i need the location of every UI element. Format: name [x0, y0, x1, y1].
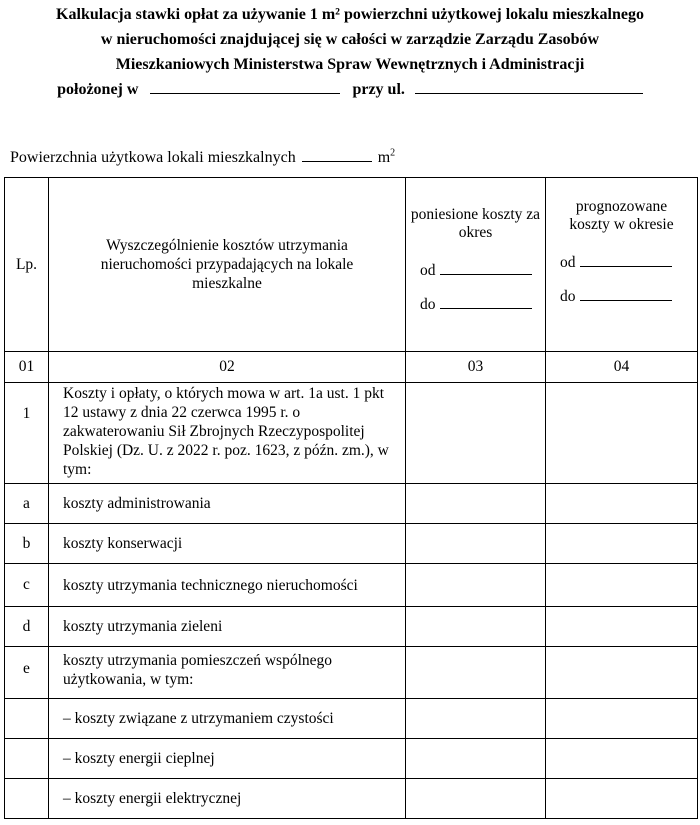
header-row: [5, 178, 698, 352]
incurred-cost-cell[interactable]: [406, 564, 546, 607]
row-lp: d: [5, 607, 49, 647]
title-line-3: Mieszkaniowych Ministerstwa Spraw Wewnętrznych i Administracji: [115, 56, 585, 73]
table-row: [5, 607, 698, 647]
forecast-cost-cell[interactable]: [546, 779, 698, 819]
usable-area-label: Powierzchnia użytkowa lokali mieszkalnych: [10, 149, 296, 166]
row-lp: b: [5, 524, 49, 564]
forecast-to-blank-field[interactable]: [580, 286, 672, 301]
cost-calculation-table: [4, 177, 698, 819]
table-row: [5, 484, 698, 524]
forecast-cost-cell[interactable]: [546, 739, 698, 779]
row-lp: e: [5, 647, 49, 699]
forecast-cost-cell[interactable]: [546, 564, 698, 607]
location-blank-field[interactable]: [150, 79, 340, 94]
row-lp: 1: [5, 383, 49, 484]
row-description: – koszty energii cieplnej: [49, 739, 406, 779]
forecast-to-label: do: [560, 288, 576, 305]
incurred-cost-cell[interactable]: [406, 607, 546, 647]
row-description: koszty utrzymania pomieszczeń wspólnego użytkowania, w tym:: [49, 647, 406, 699]
row-description: – koszty energii elektrycznej: [49, 779, 406, 819]
usable-area-line: [10, 147, 395, 167]
incurred-cost-cell[interactable]: [406, 739, 546, 779]
row-description: koszty administrowania: [49, 484, 406, 524]
title-line-1: Kalkulacja stawki opłat za używanie 1 m² powierzchni użytkowej lokalu mieszkalnego: [56, 6, 644, 23]
incurred-cost-cell[interactable]: [406, 699, 546, 739]
row-description: koszty konserwacji: [49, 524, 406, 564]
street-blank-field[interactable]: [415, 79, 643, 94]
forecast-costs-label: prognozowane koszty w okresie: [569, 198, 674, 233]
incurred-from-line: [410, 260, 541, 280]
incurred-cost-cell[interactable]: [406, 383, 546, 484]
header-lp: Lp.: [5, 178, 49, 352]
location-label: położonej w: [57, 81, 139, 98]
header-description: Wyszczególnienie kosztów utrzymania nieruchomości przypadających na lokale mieszkalne: [49, 178, 406, 352]
row-description: Koszty i opłaty, o których mowa w art. 1a ust. 1 pkt 12 ustawy z dnia 22 czerwca 1995 r. o zakwaterowaniu Sił Zbrojnych Rzeczypospolitej Polskiej (Dz. U. z 2022 r. poz. 1623, z późn. zm.), w tym:: [49, 383, 406, 484]
row-description: koszty utrzymania technicznego nieruchomości: [49, 564, 406, 607]
forecast-cost-cell[interactable]: [546, 484, 698, 524]
row-description: koszty utrzymania zieleni: [49, 607, 406, 647]
table-row: [5, 383, 698, 484]
incurred-cost-cell[interactable]: [406, 779, 546, 819]
forecast-cost-cell[interactable]: [546, 607, 698, 647]
column-number-row: [5, 352, 698, 383]
row-lp: c: [5, 564, 49, 607]
incurred-from-label: od: [420, 262, 436, 279]
table-row: [5, 524, 698, 564]
column-number: 04: [546, 352, 698, 383]
table-row: [5, 647, 698, 699]
title-line-4: [0, 77, 700, 102]
incurred-cost-cell[interactable]: [406, 484, 546, 524]
row-description: – koszty związane z utrzymaniem czystości: [49, 699, 406, 739]
table-row: [5, 739, 698, 779]
row-lp: a: [5, 484, 49, 524]
row-lp: [5, 779, 49, 819]
column-number: 01: [5, 352, 49, 383]
document-title: [0, 2, 700, 102]
forecast-from-blank-field[interactable]: [580, 252, 672, 267]
forecast-cost-cell[interactable]: [546, 524, 698, 564]
incurred-to-label: do: [420, 296, 436, 313]
forecast-from-line: [550, 252, 693, 272]
area-unit-exponent: 2: [390, 147, 396, 159]
table-row: [5, 564, 698, 607]
table-row: [5, 699, 698, 739]
forecast-cost-cell[interactable]: [546, 383, 698, 484]
incurred-cost-cell[interactable]: [406, 647, 546, 699]
header-forecast-costs: [546, 178, 698, 352]
column-number: 03: [406, 352, 546, 383]
row-lp: [5, 699, 49, 739]
usable-area-blank-field[interactable]: [302, 147, 372, 162]
incurred-cost-cell[interactable]: [406, 524, 546, 564]
forecast-from-label: od: [560, 254, 576, 271]
incurred-costs-label: poniesione koszty za okres: [410, 206, 541, 241]
forecast-cost-cell[interactable]: [546, 699, 698, 739]
incurred-to-blank-field[interactable]: [440, 294, 532, 309]
column-number: 02: [49, 352, 406, 383]
forecast-to-line: [550, 286, 693, 306]
forecast-cost-cell[interactable]: [546, 647, 698, 699]
incurred-from-blank-field[interactable]: [440, 260, 532, 275]
incurred-to-line: [410, 294, 541, 314]
row-lp: [5, 739, 49, 779]
street-label: przy ul.: [352, 81, 405, 98]
title-line-2: w nieruchomości znajdującej się w całości w zarządzie Zarządu Zasobów: [100, 31, 600, 48]
table-row: [5, 779, 698, 819]
area-unit: m: [377, 149, 391, 166]
header-incurred-costs: [406, 178, 546, 352]
